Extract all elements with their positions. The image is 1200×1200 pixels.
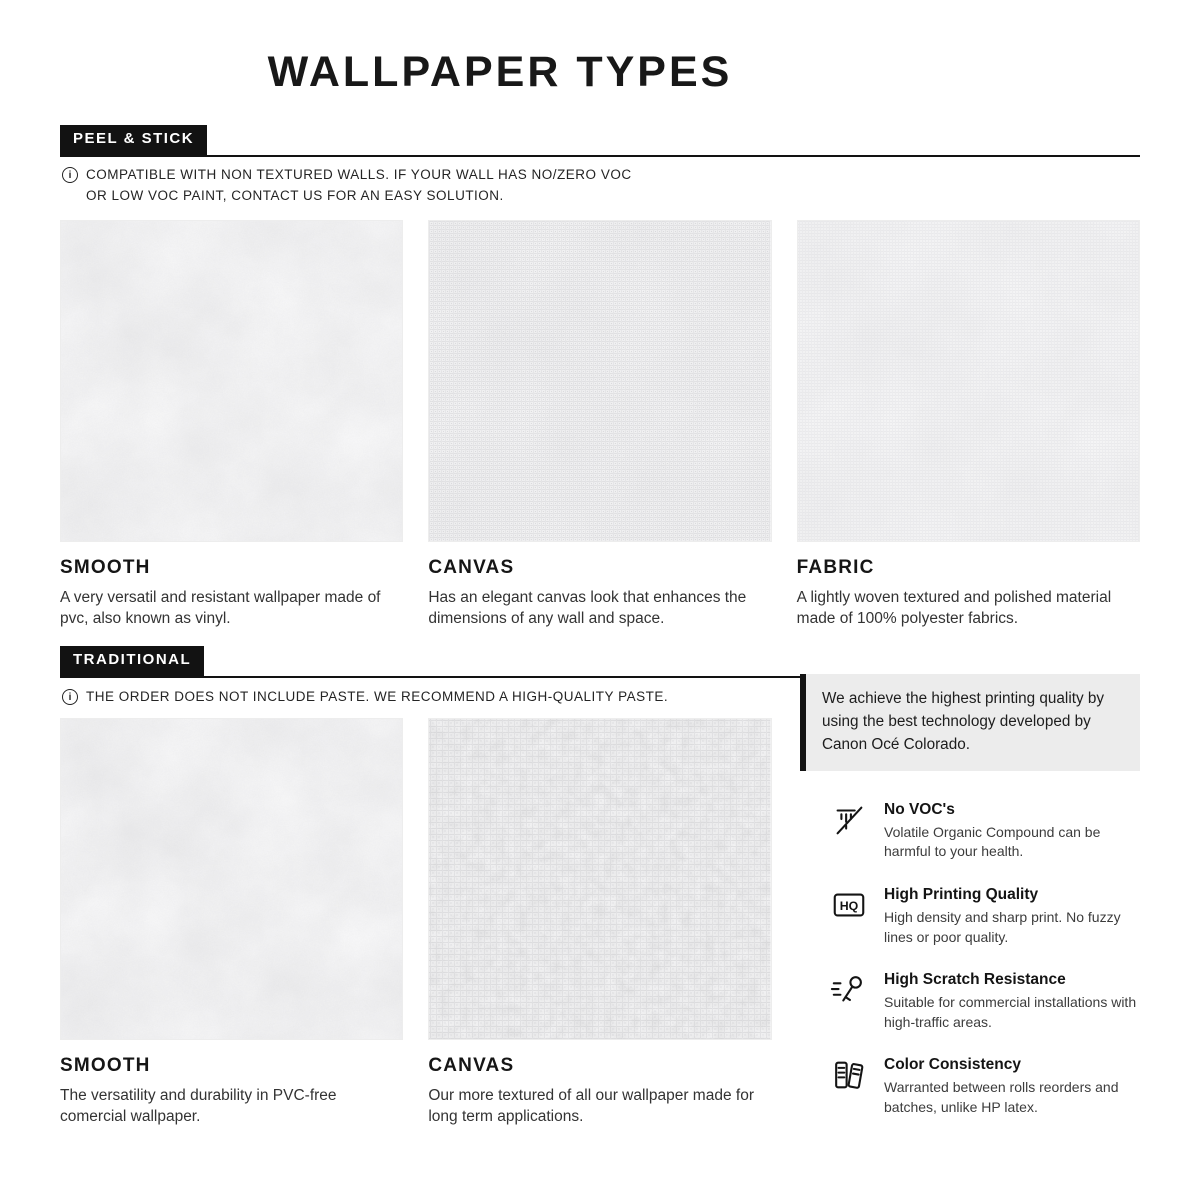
info-icon: i [62, 689, 78, 705]
fabric-texture-image [797, 220, 1140, 542]
canvas-coarse-texture-image [428, 718, 771, 1040]
peel-stick-swatch-grid [60, 220, 1140, 630]
swatch-name: FABRIC [796, 557, 875, 578]
feature-no-voc [830, 801, 1140, 862]
feature-title: Color Consistency [884, 1056, 1021, 1074]
page-title: WALLPAPER TYPES [267, 48, 733, 96]
feature-list [800, 801, 1140, 1118]
feature-description: Volatile Organic Compound can be harmful to your health. [884, 823, 1101, 860]
swatch-card-smooth [60, 220, 403, 630]
swatch-description: A very versatil and resistant wallpaper made of pvc, also known as vinyl. [60, 589, 381, 628]
feature-title: High Printing Quality [884, 886, 1039, 903]
hq-icon-text: HQ [839, 899, 859, 914]
swatch-card-smooth-traditional [60, 718, 403, 1128]
swatch-name: CANVAS [428, 1055, 515, 1076]
swatch-card-canvas [428, 220, 771, 630]
feature-color-consistency [830, 1056, 1140, 1117]
section-header-traditional [60, 646, 1140, 678]
traditional-badge: TRADITIONAL [60, 646, 204, 676]
swatch-name: SMOOTH [60, 1055, 151, 1076]
smooth-texture-image [60, 718, 403, 1040]
swatch-description: Our more textured of all our wallpaper made for long term applications. [428, 1087, 754, 1126]
scratch-resistance-icon [830, 971, 868, 1009]
feature-title: High Scratch Resistance [884, 971, 1066, 989]
feature-description: Warranted between rolls reorders and batches, unlike HP latex. [884, 1079, 1119, 1115]
swatch-card-canvas-traditional [428, 718, 771, 1128]
swatch-name: SMOOTH [60, 557, 151, 578]
feature-high-printing-quality [830, 886, 1140, 947]
feature-description: Suitable for commercial installations with high-traffic areas. [884, 994, 1137, 1030]
swatch-card-fabric [797, 220, 1140, 630]
swatch-description: The versatility and durability in PVC-free comercial wallpaper. [60, 1087, 337, 1126]
high-printing-quality-icon [830, 886, 868, 924]
smooth-texture-image [60, 220, 403, 542]
swatch-name: CANVAS [428, 557, 515, 578]
peel-stick-badge: PEEL & STICK [60, 125, 207, 155]
peel-stick-note [62, 165, 637, 207]
info-icon: i [62, 167, 78, 183]
feature-description: High density and sharp print. No fuzzy lines or poor quality. [884, 909, 1121, 945]
canvas-texture-image [428, 220, 771, 542]
section-header-peel-stick [60, 125, 1140, 157]
swatch-description: A lightly woven textured and polished material made of 100% polyester fabrics. [796, 589, 1112, 628]
quality-aside [800, 674, 1140, 1118]
traditional-note-text: THE ORDER DOES NOT INCLUDE PASTE. WE RECOMMEND A HIGH-QUALITY PASTE. [86, 689, 669, 704]
printing-quality-quote: We achieve the highest printing quality by using the best technology developed by Canon Océ Colorado. [800, 674, 1140, 771]
traditional-note [62, 687, 762, 708]
swatch-description: Has an elegant canvas look that enhances the dimensions of any wall and space. [428, 589, 747, 628]
no-voc-icon [830, 801, 868, 839]
feature-title: No VOC's [884, 800, 955, 818]
peel-stick-note-text: COMPATIBLE WITH NON TEXTURED WALLS. IF YOUR WALL HAS NO/ZERO VOC OR LOW VOC PAINT, CONTACT US FOR AN EASY SOLUTION. [86, 167, 632, 203]
feature-scratch-resistance [830, 971, 1140, 1032]
color-consistency-icon [830, 1056, 868, 1094]
